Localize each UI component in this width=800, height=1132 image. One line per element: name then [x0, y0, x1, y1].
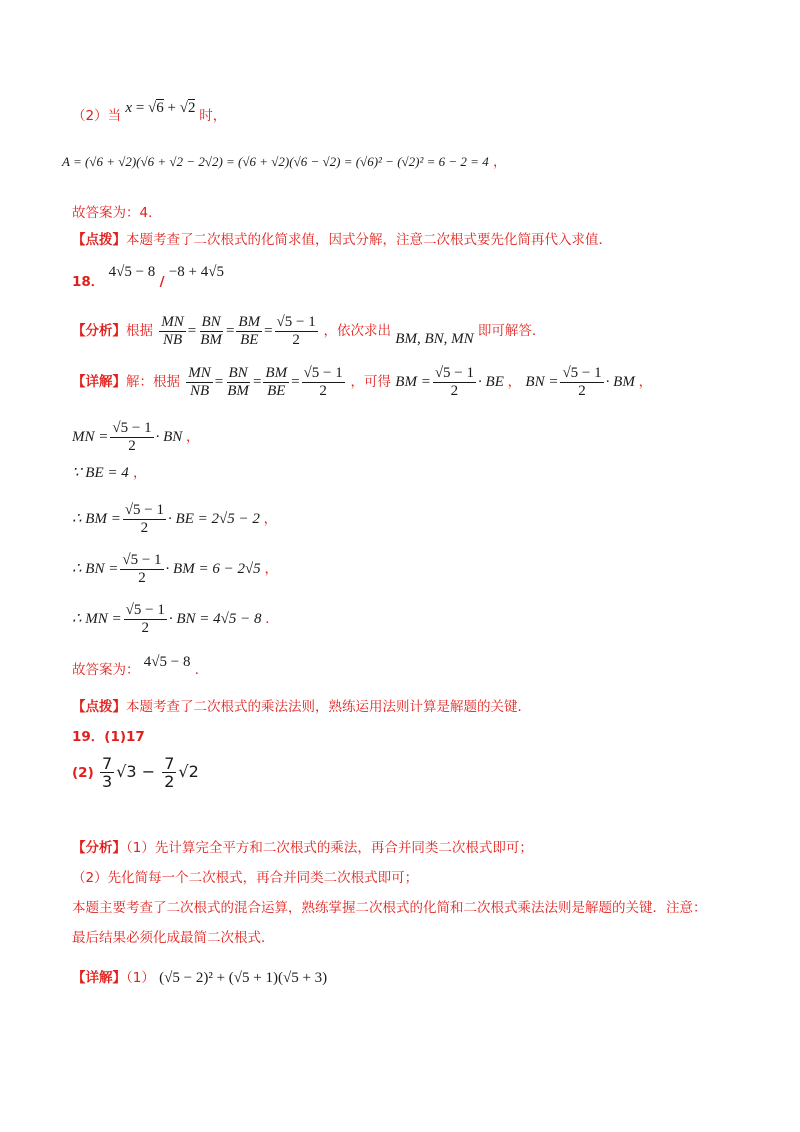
x-value-expression: x = √6 + √2: [125, 100, 196, 116]
tip-line-18: 【点拨】本题考查了二次根式的乘法法则，熟练运用法则计算是解题的关键．: [72, 699, 531, 715]
given-be: ∵ BE = 4: [72, 465, 129, 481]
answer-line-17: 故答案为：4．: [72, 205, 162, 221]
analysis-note-line-1: 本题主要考查了二次根式的混合运算，熟练掌握二次根式的化简和二次根式乘法法则是解题的关键．注意：: [72, 900, 707, 916]
bn-result-line: ∴ BN = $\frac{√5 - 1}{2}$ · BM = 6 − 2√5 ，: [72, 552, 278, 586]
solution-tag-19: 【详解】: [72, 970, 126, 986]
q18-answer-2: −8 + 4√5: [168, 264, 224, 280]
mn-formula-line: MN = $\frac{√5 - 1}{2}$ · BN ，: [72, 420, 200, 454]
bm-formula: BM = $\frac{√5 - 1}{2}$ · BE: [395, 365, 504, 399]
bn-result: ∴ BN = $\frac{√5 - 1}{2}$ · BM = 6 − 2√5: [72, 552, 261, 586]
mn-result: ∴ MN = $\frac{√5 - 1}{2}$ · BN = 4√5 − 8: [72, 602, 262, 636]
q19-part1-answer: 19．(1)17: [72, 729, 145, 745]
analysis-line-18: 【分析】根据 $\frac{MN}{NB}$ = $\frac{BN}{BM}$ = $\frac{BM}{BE}$ = $\frac{√5 - 1}{2}$ ，依次求出 BM, BN, MN 即可解答．: [72, 314, 546, 348]
tip-line-17: 【点拨】本题考查了二次根式的化简求值，因式分解，注意二次根式要先化简再代入求值．: [72, 232, 612, 248]
part2-suffix: 时，: [199, 108, 227, 124]
analysis-note-line-2: 最后结果必须化成最简二次根式．: [72, 930, 275, 946]
bm-result: ∴ BM = $\frac{√5 - 1}{2}$ · BE = 2√5 − 2: [72, 502, 260, 536]
mn-formula: MN = $\frac{√5 - 1}{2}$ · BN: [72, 420, 183, 454]
q18-answer-1: 4√5 − 8: [108, 264, 156, 280]
given-be-line: ∵ BE = 4 ，: [72, 465, 147, 481]
solve-variables: BM, BN, MN: [395, 330, 474, 347]
q19-part2-answer-line: (2) $\frac{7}{3}$ √3 − $\frac{7}{2}$ √2: [72, 754, 199, 791]
ratio-equation-2: $\frac{MN}{NB}$ = $\frac{BN}{BM}$ = $\frac{BM}{BE}$ = $\frac{√5 - 1}{2}$: [188, 365, 343, 399]
ratio-equation: $\frac{MN}{NB}$ = $\frac{BN}{BM}$ = $\frac{BM}{BE}$ = $\frac{√5 - 1}{2}$: [161, 314, 316, 348]
bn-formula: BN = $\frac{√5 - 1}{2}$ · BM: [525, 365, 635, 399]
analysis-line-19-part2: （2）先化简每一个二次根式，再合并同类二次根式即可；: [72, 870, 419, 886]
part2-condition-line: [72, 100, 740, 126]
bm-result-line: ∴ BM = $\frac{√5 - 1}{2}$ · BE = 2√5 − 2 ，: [72, 502, 278, 536]
q19-part1-expression: (√5 − 2)² + (√5 + 1)(√5 + 3): [159, 970, 328, 986]
solution-line-18: 【详解】解：根据 $\frac{MN}{NB}$ = $\frac{BN}{BM}$ = $\frac{BM}{BE}$ = $\frac{√5 - 1}{2}$ ，可得 BM = $\frac{√5 - 1}{2}$ · BE ， BN = $\frac{√5 - 1}{2}$ · BM ，: [72, 365, 653, 399]
answer-line-18: 故答案为： 4√5 − 8 ．: [72, 654, 209, 678]
a-evaluation-line: A = (√6 + √2)(√6 + √2 − 2√2) = (√6 + √2)(√6 − √2) = (√6)² − (√2)² = 6 − 2 = 4 ，: [62, 154, 507, 170]
a-evaluation-expression: A = (√6 + √2)(√6 + √2 − 2√2) = (√6 + √2)(√6 − √2) = (√6)² − (√2)² = 6 − 2 = 4: [62, 154, 489, 169]
solution-tag: 【详解】: [72, 373, 126, 390]
solution-line-19: 【详解】（1） (√5 − 2)² + (√5 + 1)(√5 + 3): [72, 970, 328, 986]
mn-result-line: ∴ MN = $\frac{√5 - 1}{2}$ · BN = 4√5 − 8 ．: [72, 602, 279, 636]
analysis-tag: 【分析】: [72, 322, 126, 339]
part2-prefix: （2）当: [72, 108, 122, 124]
analysis-line-19: 【分析】（1）先计算完全平方和二次根式的乘法，再合并同类二次根式即可；: [72, 840, 533, 856]
q18-final-answer: 4√5 − 8: [143, 654, 191, 670]
q18-number: 18．: [72, 274, 105, 290]
q19-part2-answer: $\frac{7}{3}$ √3 − $\frac{7}{2}$ √2: [102, 754, 199, 791]
analysis-tag-19: 【分析】: [72, 840, 126, 856]
q18-answer-line: 18． 4√5 − 8 / −8 + 4√5: [72, 264, 224, 290]
tip-tag-18: 【点拨】: [72, 699, 126, 715]
tip-tag: 【点拨】: [72, 232, 126, 248]
